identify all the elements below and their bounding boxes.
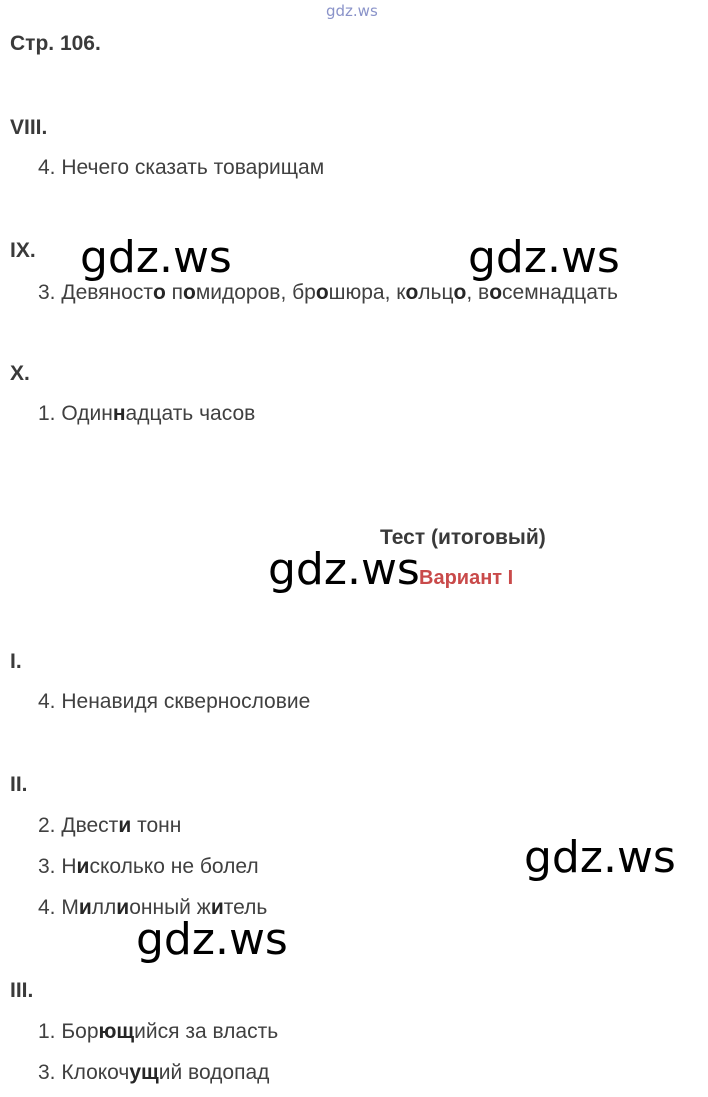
section-title: I.: [10, 650, 22, 673]
answer-item: 4. Миллионный житель: [38, 896, 268, 919]
answer-item: 1. Одиннадцать часов: [38, 402, 256, 425]
watermark: gdz.ws: [268, 544, 420, 595]
variant-label: Вариант I: [419, 567, 514, 589]
watermark: gdz.ws: [80, 232, 232, 283]
section-title: IX.: [10, 239, 36, 262]
answer-item: 3. Девяносто помидоров, брошюра, кольцо, восемнадцать: [38, 281, 618, 304]
watermark: gdz.ws: [136, 914, 288, 965]
answer-item: 3. Клокочущий водопад: [38, 1061, 270, 1084]
answer-item: 4. Нечего сказать товарищам: [38, 156, 325, 179]
answer-item: 3. Нисколько не болел: [38, 855, 259, 878]
answer-item: 1. Борющийся за власть: [38, 1020, 279, 1043]
section-title: VIII.: [10, 116, 48, 139]
watermark: gdz.ws: [524, 832, 676, 883]
section-title: X.: [10, 362, 30, 385]
test-title: Тест (итоговый): [380, 526, 546, 549]
answer-item: 2. Двести тонн: [38, 814, 182, 837]
answer-item: 4. Ненавидя сквернословие: [38, 690, 311, 713]
watermark-top: gdz.ws: [326, 2, 378, 20]
page-label: Стр. 106.: [10, 32, 101, 55]
section-title: III.: [10, 979, 34, 1002]
watermark: gdz.ws: [468, 232, 620, 283]
section-title: II.: [10, 773, 28, 796]
